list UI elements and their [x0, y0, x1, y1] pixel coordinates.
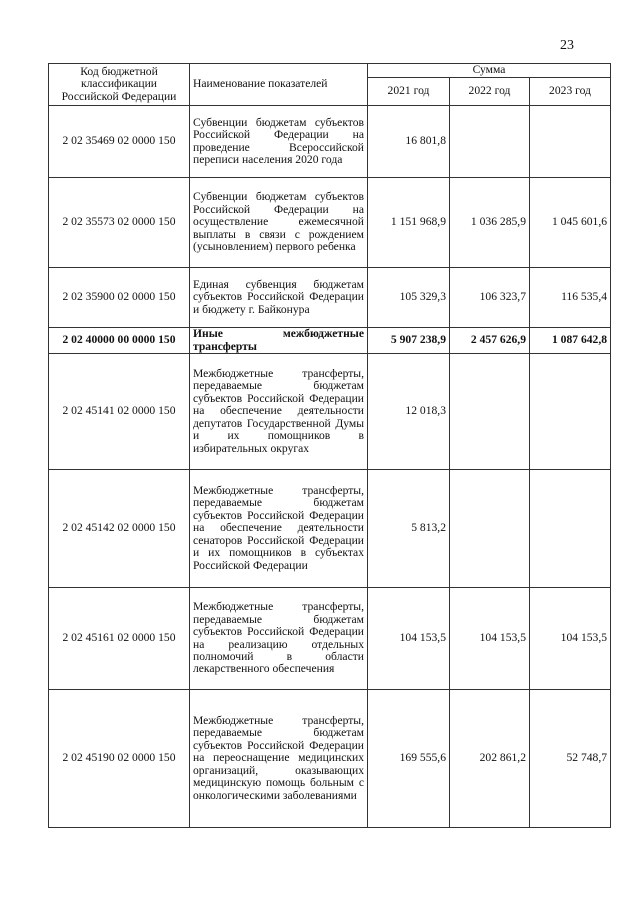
- sum-2021-cell: 104 153,5: [368, 588, 450, 690]
- page-number: 23: [560, 38, 574, 53]
- sum-2021-cell: 16 801,8: [368, 106, 450, 178]
- budget-code-cell: 2 02 45190 02 0000 150: [49, 690, 190, 828]
- table-row: [49, 470, 611, 588]
- header-code: Код бюджетной классификации Российской Федерации: [49, 64, 190, 106]
- sum-2021-cell: 5 907 238,9: [368, 328, 450, 354]
- sum-2022-cell: 2 457 626,9: [450, 328, 530, 354]
- indicator-name-cell: Межбюджетные трансферты, передаваемые бюджетам субъектов Российской Федерации на обеспечение деятельности депутатов Государственной Думы и их помощников в избирательных округах: [190, 354, 368, 470]
- table-row: [49, 588, 611, 690]
- table-row: [49, 328, 611, 354]
- budget-code-cell: 2 02 45142 02 0000 150: [49, 470, 190, 588]
- sum-2021-cell: 105 329,3: [368, 268, 450, 328]
- table-row: [49, 106, 611, 178]
- indicator-name-cell: Межбюджетные трансферты, передаваемые бюджетам субъектов Российской Федерации на реализацию отдельных полномочий в области лекарственного обеспечения: [190, 588, 368, 690]
- header-year-2023: 2023 год: [530, 78, 611, 106]
- budget-code-cell: 2 02 35469 02 0000 150: [49, 106, 190, 178]
- table-row: [49, 690, 611, 828]
- indicator-name-cell: Субвенции бюджетам субъектов Российской Федерации на проведение Всероссийской переписи населения 2020 года: [190, 106, 368, 178]
- sum-2023-cell: 104 153,5: [530, 588, 611, 690]
- header-year-2021: 2021 год: [368, 78, 450, 106]
- sum-2023-cell: [530, 354, 611, 470]
- indicator-name-cell: Межбюджетные трансферты, передаваемые бюджетам субъектов Российской Федерации на обеспечение деятельности сенаторов Российской Федерации и их помощников в субъектах Российской Федерации: [190, 470, 368, 588]
- table-row: [49, 178, 611, 268]
- sum-2023-cell: 1 045 601,6: [530, 178, 611, 268]
- sum-2023-cell: 1 087 642,8: [530, 328, 611, 354]
- sum-2022-cell: 104 153,5: [450, 588, 530, 690]
- sum-2022-cell: 202 861,2: [450, 690, 530, 828]
- budget-table: [48, 63, 611, 828]
- sum-2023-cell: [530, 106, 611, 178]
- sum-2021-cell: 1 151 968,9: [368, 178, 450, 268]
- indicator-name-cell: Субвенции бюджетам субъектов Российской Федерации на осуществление ежемесячной выплаты в связи с рождением (усыновлением) первого ребенка: [190, 178, 368, 268]
- indicator-name-cell: Иные межбюджетные трансферты: [190, 328, 368, 354]
- sum-2023-cell: 116 535,4: [530, 268, 611, 328]
- header-year-2022: 2022 год: [450, 78, 530, 106]
- budget-code-cell: 2 02 35900 02 0000 150: [49, 268, 190, 328]
- sum-2023-cell: [530, 470, 611, 588]
- sum-2022-cell: [450, 354, 530, 470]
- sum-2021-cell: 169 555,6: [368, 690, 450, 828]
- sum-2023-cell: 52 748,7: [530, 690, 611, 828]
- budget-code-cell: 2 02 35573 02 0000 150: [49, 178, 190, 268]
- header-name: Наименование показателей: [190, 64, 368, 106]
- budget-code-cell: 2 02 40000 00 0000 150: [49, 328, 190, 354]
- header-sum: Сумма: [368, 64, 611, 78]
- sum-2022-cell: 106 323,7: [450, 268, 530, 328]
- sum-2021-cell: 5 813,2: [368, 470, 450, 588]
- sum-2021-cell: 12 018,3: [368, 354, 450, 470]
- indicator-name-cell: Единая субвенция бюджетам субъектов Российской Федерации и бюджету г. Байконура: [190, 268, 368, 328]
- table-row: [49, 354, 611, 470]
- budget-code-cell: 2 02 45141 02 0000 150: [49, 354, 190, 470]
- indicator-name-cell: Межбюджетные трансферты, передаваемые бюджетам субъектов Российской Федерации на переоснащение медицинских организаций, оказывающих медицинскую помощь больным с онкологическими заболеваниями: [190, 690, 368, 828]
- table-row: [49, 268, 611, 328]
- sum-2022-cell: [450, 106, 530, 178]
- sum-2022-cell: [450, 470, 530, 588]
- budget-code-cell: 2 02 45161 02 0000 150: [49, 588, 190, 690]
- sum-2022-cell: 1 036 285,9: [450, 178, 530, 268]
